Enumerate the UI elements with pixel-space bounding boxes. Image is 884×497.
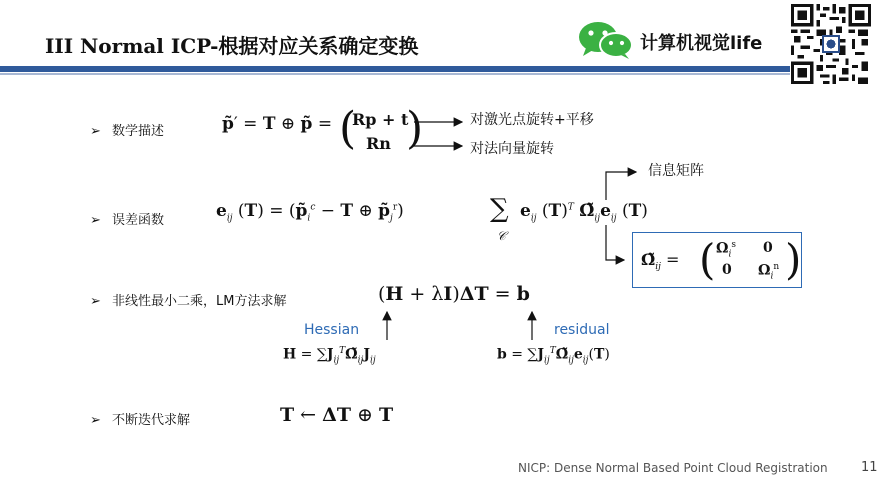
residual-label: residual bbox=[554, 322, 610, 338]
hessian-label: Hessian bbox=[304, 322, 360, 338]
bullet-label: 误差函数 bbox=[112, 213, 165, 228]
lm-equation: (H + λI)ΔT = b bbox=[378, 283, 530, 305]
sum-symbol: ∑ bbox=[490, 194, 509, 224]
page-number: 11 bbox=[861, 460, 878, 475]
left-paren: ( bbox=[339, 103, 357, 154]
rotate-normal-annotation: 对法向量旋转 bbox=[470, 141, 554, 157]
bullet-marker: ➢ bbox=[90, 213, 101, 228]
matrix-top-entry: Rp + t bbox=[352, 110, 409, 129]
objective-equation: $e_{ij}$ $(T)^T$ $\Omegã_{ij}e_{ij}$ (T) bbox=[520, 201, 648, 224]
brand-logo bbox=[578, 20, 788, 62]
omega-entry-21: 0 bbox=[722, 262, 732, 278]
omega-entry-12: 0 bbox=[763, 240, 773, 256]
right-paren: ) bbox=[406, 103, 424, 154]
matrix-bottom-entry: Rn bbox=[366, 134, 391, 153]
error-equation: $e_{ij}$ $(T) = (p̃_i^c - T$ ⊕ $p̃_j^r$) bbox=[216, 201, 404, 224]
omega-entry-22: $\Omega_i^n$ bbox=[758, 262, 780, 282]
qr-code-icon bbox=[791, 4, 871, 84]
bullet-label: 不断迭代求解 bbox=[112, 413, 191, 428]
brand-name: 计算机视觉life bbox=[640, 33, 763, 54]
footer-citation: NICP: Dense Normal Based Point Cloud Registration bbox=[518, 461, 828, 475]
bullet-iteration bbox=[90, 409, 190, 428]
bullet-error-function bbox=[90, 209, 164, 228]
bullet-marker: ➢ bbox=[90, 413, 101, 428]
update-equation: T ← ΔT ⊕ T bbox=[280, 404, 394, 426]
omega-right-paren: ) bbox=[785, 235, 802, 284]
info-matrix-annotation: 信息矩阵 bbox=[648, 163, 704, 179]
omega-left-paren: ( bbox=[699, 235, 716, 284]
bullet-marker: ➢ bbox=[90, 124, 101, 139]
bullet-label: 数学描述 bbox=[112, 124, 165, 139]
title-rule bbox=[0, 66, 790, 72]
bullet-math-description bbox=[90, 120, 164, 139]
bullet-least-squares bbox=[90, 290, 286, 309]
bullet-label: 非线性最小二乘，LM方法求解 bbox=[112, 294, 287, 309]
title-rule-shadow bbox=[0, 73, 790, 75]
sum-index: 𝒞 bbox=[497, 229, 506, 243]
page-title: III Normal ICP-根据对应关系确定变换 bbox=[45, 34, 419, 58]
omega-lhs: $\Omegã_{ij}$ = bbox=[641, 250, 680, 273]
translate-annotation: 对激光点旋转+平移 bbox=[470, 112, 594, 128]
residual-equation: $b = \sum J_{ij}^T\Omegã_{ij}e_{ij}(T)$ bbox=[497, 346, 610, 366]
hessian-equation: $H = \sum J_{ij}^T\Omegã_{ij}J_{ij}$ bbox=[283, 346, 376, 366]
omega-entry-11: $\Omega_i^s$ bbox=[716, 240, 736, 260]
bullet-marker: ➢ bbox=[90, 294, 101, 309]
wechat-icon bbox=[578, 20, 636, 60]
transform-equation: p̃′ = T ⊕ p̃ = bbox=[222, 114, 333, 134]
